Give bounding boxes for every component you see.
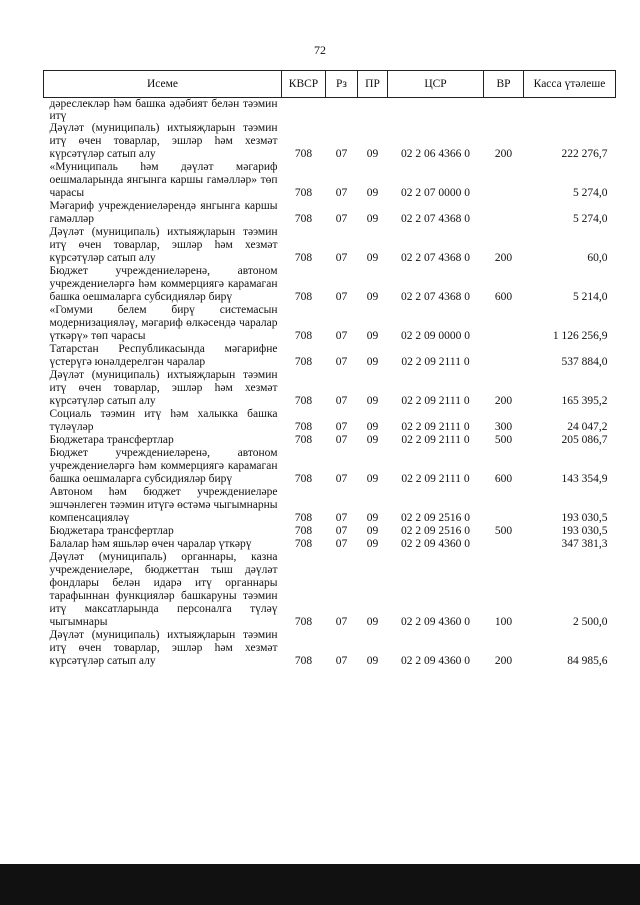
row-rz: 07 <box>335 330 348 342</box>
row-vr <box>484 538 524 551</box>
row-vr <box>484 486 524 525</box>
row-rz: 07 <box>335 434 348 446</box>
row-rz: 07 <box>335 291 348 303</box>
table-row <box>44 98 616 123</box>
row-rz: 07 <box>335 421 348 433</box>
row-name: Дәүләт (муниципаль) ихтыяҗларын тәэмин итү өчен товарлар, эшләр һәм хезмәт күрсәтүләр сатып алу <box>49 629 278 667</box>
budget-table <box>43 70 616 668</box>
row-sum: 24 047,2 <box>567 421 608 433</box>
row-rz: 07 <box>335 187 348 199</box>
table-row <box>44 525 616 538</box>
row-csr: 02 2 07 0000 0 <box>401 187 470 199</box>
row-name: Мәгариф учреждениеләрендә янгынга каршы гамәлләр <box>49 200 278 225</box>
row-sum: 5 274,0 <box>573 187 608 199</box>
row-kvsr: 708 <box>294 525 313 537</box>
row-vr <box>484 161 524 200</box>
row-vr <box>484 98 524 123</box>
row-sum: 222 276,7 <box>561 148 608 160</box>
row-csr: 02 2 09 4360 0 <box>401 616 470 628</box>
row-kvsr: 708 <box>294 148 313 160</box>
header-name: Исеме <box>44 71 282 98</box>
row-name: Дәүләт (муниципаль) органнары, казна учреждениеләре, бюджеттан тыш дәүләт фондлары белән идарә итү органнары тарафыннан функцияләр башкаруны тәэмин итү максатларында персоналга түләү чыгымнары <box>49 551 278 628</box>
row-sum <box>524 98 616 123</box>
row-rz: 07 <box>335 473 348 485</box>
row-vr <box>484 343 524 369</box>
row-vr: 200 <box>494 148 513 160</box>
row-sum: 5 214,0 <box>573 291 608 303</box>
row-sum: 347 381,3 <box>561 538 608 550</box>
row-csr: 02 2 09 2111 0 <box>401 356 470 368</box>
table-header-row <box>44 71 616 98</box>
row-rz: 07 <box>335 538 348 550</box>
row-csr: 02 2 09 0000 0 <box>401 330 470 342</box>
row-pr: 09 <box>366 213 379 225</box>
table-row <box>44 161 616 200</box>
table-row <box>44 486 616 525</box>
row-name: Бюджетара трансфертлар <box>49 434 174 446</box>
row-pr: 09 <box>366 525 379 537</box>
row-kvsr: 708 <box>294 616 313 628</box>
row-name: Бюджет учреждениеләренә, автоном учреждениеләргә һәм коммерциягә карамаган башка оешмаларга субсидияләр бирү <box>49 265 278 303</box>
row-name: Социаль тәэмин итү һәм халыкка башка түләүләр <box>49 408 278 433</box>
table-row <box>44 369 616 408</box>
header-vr: ВР <box>484 71 524 98</box>
row-csr: 02 2 07 4368 0 <box>401 252 470 264</box>
table-row <box>44 304 616 343</box>
row-kvsr: 708 <box>294 512 313 524</box>
row-vr: 200 <box>494 252 513 264</box>
row-kvsr: 708 <box>294 538 313 550</box>
row-sum: 205 086,7 <box>561 434 608 446</box>
row-rz <box>326 98 358 123</box>
row-name: «Гомуми белем бирү системасын модернизацияләү, мәгариф өлкәсендә чаралар үткәрү» төп чарасы <box>49 304 278 342</box>
table-row <box>44 408 616 434</box>
row-pr: 09 <box>366 148 379 160</box>
row-pr: 09 <box>366 252 379 264</box>
row-pr: 09 <box>366 356 379 368</box>
row-kvsr: 708 <box>294 330 313 342</box>
table-row <box>44 265 616 304</box>
row-sum: 165 395,2 <box>561 395 608 407</box>
row-csr: 02 2 09 2516 0 <box>401 512 470 524</box>
row-sum: 143 354,9 <box>561 473 608 485</box>
row-sum: 5 274,0 <box>573 213 608 225</box>
row-csr: 02 2 07 4368 0 <box>401 213 470 225</box>
row-pr: 09 <box>366 291 379 303</box>
row-kvsr: 708 <box>294 356 313 368</box>
table-row <box>44 434 616 447</box>
row-kvsr: 708 <box>294 291 313 303</box>
row-kvsr: 708 <box>294 187 313 199</box>
row-csr <box>388 98 484 123</box>
row-rz: 07 <box>335 356 348 368</box>
row-rz: 07 <box>335 252 348 264</box>
row-kvsr: 708 <box>294 213 313 225</box>
row-name: Бюджет учреждениеләренә, автоном учреждениеләргә һәм коммерциягә карамаган башка оешмаларга субсидияләр бирү <box>49 447 278 485</box>
header-kassa: Касса үтәлеше <box>524 71 616 98</box>
row-vr: 100 <box>494 616 513 628</box>
table-row <box>44 538 616 551</box>
row-sum: 60,0 <box>587 252 608 264</box>
row-name: Автоном һәм бюджет учреждениеләре эшчәнлеген тәэмин итүгә өстәмә чыгымнарны компенсацияләү <box>49 486 278 524</box>
row-vr: 300 <box>494 421 513 433</box>
row-sum: 1 126 256,9 <box>552 330 608 342</box>
row-vr: 600 <box>494 291 513 303</box>
header-kvsr: КВСР <box>282 71 326 98</box>
row-pr: 09 <box>366 473 379 485</box>
row-vr: 200 <box>494 655 513 667</box>
row-sum: 193 030,5 <box>561 512 608 524</box>
table-body <box>44 98 616 669</box>
row-pr: 09 <box>366 421 379 433</box>
row-kvsr: 708 <box>294 395 313 407</box>
row-pr <box>358 98 388 123</box>
scan-bottom-edge <box>0 864 640 905</box>
row-csr: 02 2 07 4368 0 <box>401 291 470 303</box>
row-name: Дәүләт (муниципаль) ихтыяҗларын тәэмин итү өчен товарлар, эшләр һәм хезмәт күрсәтүләр сатып алу <box>49 226 278 264</box>
row-pr: 09 <box>366 538 379 550</box>
row-csr: 02 2 06 4366 0 <box>401 148 470 160</box>
row-vr: 500 <box>494 525 513 537</box>
row-sum: 2 500,0 <box>573 616 608 628</box>
row-kvsr: 708 <box>294 473 313 485</box>
row-pr: 09 <box>366 655 379 667</box>
row-csr: 02 2 09 2516 0 <box>401 525 470 537</box>
row-vr: 500 <box>494 434 513 446</box>
header-csr: ЦСР <box>388 71 484 98</box>
table-row <box>44 226 616 265</box>
row-rz: 07 <box>335 395 348 407</box>
row-name: Балалар һәм яшьләр өчен чаралар үткәрү <box>49 538 252 550</box>
row-rz: 07 <box>335 655 348 667</box>
row-name: «Муниципаль һәм дәүләт мәгариф оешмаларында янгынга каршы гамәлләр» төп чарасы <box>49 161 278 199</box>
row-kvsr: 708 <box>294 655 313 667</box>
row-sum: 193 030,5 <box>561 525 608 537</box>
row-csr: 02 2 09 2111 0 <box>401 421 470 433</box>
table-row <box>44 629 616 668</box>
table-row <box>44 200 616 226</box>
row-rz: 07 <box>335 213 348 225</box>
row-pr: 09 <box>366 330 379 342</box>
row-rz: 07 <box>335 148 348 160</box>
table-row <box>44 551 616 629</box>
table-row <box>44 343 616 369</box>
row-sum: 537 884,0 <box>561 356 608 368</box>
row-name: Татарстан Республикасында мәгарифне үстерүгә юнәлдерелгән чаралар <box>49 343 278 368</box>
row-vr <box>484 304 524 343</box>
page-number: 72 <box>314 43 326 57</box>
row-kvsr: 708 <box>294 252 313 264</box>
row-sum: 84 985,6 <box>567 655 608 667</box>
row-vr <box>484 200 524 226</box>
row-csr: 02 2 09 2111 0 <box>401 434 470 446</box>
row-csr: 02 2 09 4360 0 <box>401 538 470 550</box>
row-kvsr: 708 <box>294 421 313 433</box>
row-rz: 07 <box>335 525 348 537</box>
row-pr: 09 <box>366 434 379 446</box>
table-row <box>44 122 616 161</box>
row-csr: 02 2 09 2111 0 <box>401 473 470 485</box>
row-name: Дәүләт (муниципаль) ихтыяҗларын тәэмин итү өчен товарлар, эшләр һәм хезмәт күрсәтүләр сатып алу <box>49 122 278 160</box>
row-csr: 02 2 09 4360 0 <box>401 655 470 667</box>
row-kvsr <box>282 98 326 123</box>
row-csr: 02 2 09 2111 0 <box>401 395 470 407</box>
row-name: дәреслекләр һәм башка әдәбият белән тәэмин итү <box>49 98 278 122</box>
row-kvsr: 708 <box>294 434 313 446</box>
row-pr: 09 <box>366 395 379 407</box>
row-vr: 200 <box>494 395 513 407</box>
row-vr: 600 <box>494 473 513 485</box>
row-pr: 09 <box>366 616 379 628</box>
header-rz: Рз <box>326 71 358 98</box>
row-pr: 09 <box>366 512 379 524</box>
table-row <box>44 447 616 486</box>
header-pr: ПР <box>358 71 388 98</box>
row-rz: 07 <box>335 512 348 524</box>
row-name: Дәүләт (муниципаль) ихтыяҗларын тәэмин итү өчен товарлар, эшләр һәм хезмәт күрсәтүләр сатып алу <box>49 369 278 407</box>
row-name: Бюджетара трансфертлар <box>49 525 174 537</box>
row-rz: 07 <box>335 616 348 628</box>
row-pr: 09 <box>366 187 379 199</box>
